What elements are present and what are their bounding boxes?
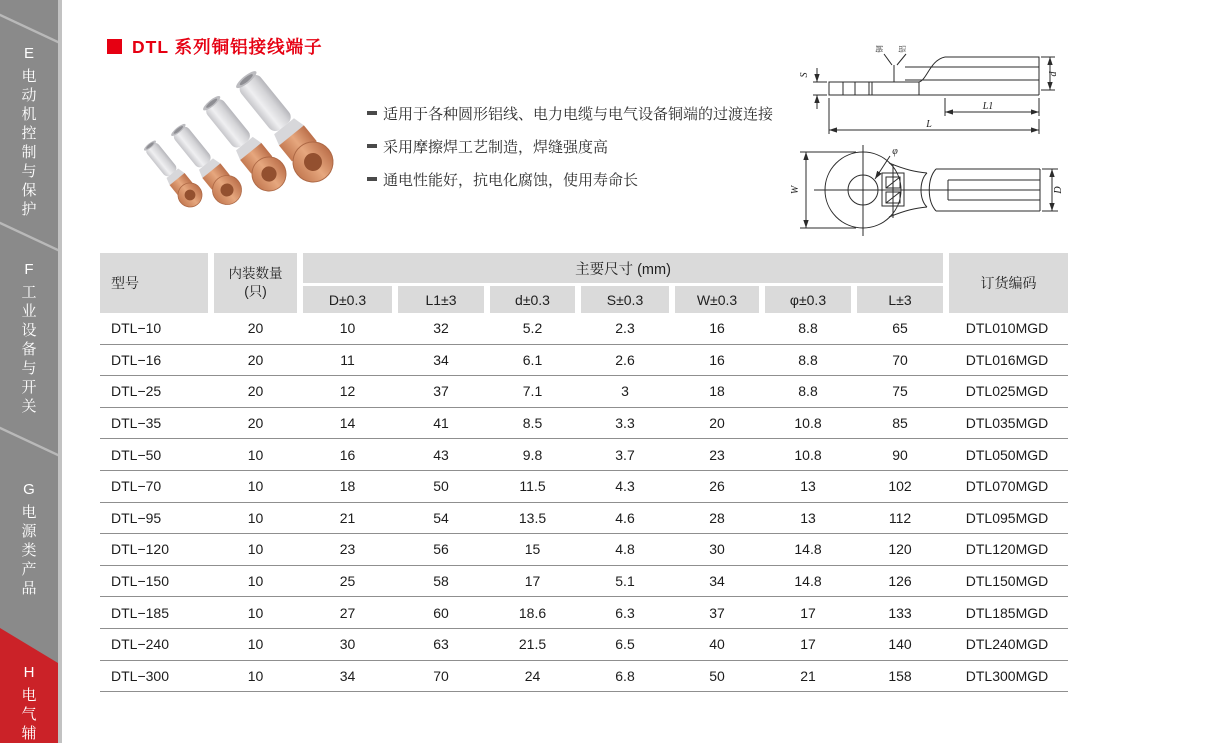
dim-W-cell: 18 <box>709 383 725 400</box>
col-header-qty-line2: (只) <box>244 284 267 299</box>
table-row <box>100 661 1068 693</box>
dim-d-cell: 17 <box>524 573 541 590</box>
dim-L1-cell: 37 <box>433 383 449 400</box>
col-header-model: 型号 <box>100 253 208 313</box>
feature-item <box>367 103 773 123</box>
dim-S-cell: 3.3 <box>615 415 635 432</box>
model-cell: DTL−95 <box>111 509 162 526</box>
dim-S-cell: 6.3 <box>615 604 635 621</box>
feature-text: 采用摩擦焊工艺制造，焊缝强度高 <box>383 138 609 156</box>
col-header-dim-S: S±0.3 <box>581 286 669 313</box>
dim-D-cell: 27 <box>339 604 356 621</box>
model-cell: DTL−10 <box>111 320 162 337</box>
qty-cell: 10 <box>247 667 264 684</box>
dim-d-cell: 5.2 <box>522 320 543 337</box>
dim-D-cell: 21 <box>339 509 356 526</box>
dim-L-cell: 112 <box>888 509 912 526</box>
qty-cell: 10 <box>247 509 264 526</box>
qty-cell: 10 <box>247 573 264 590</box>
order-code-cell: DTL095MGD <box>965 509 1049 526</box>
dim-label-l1: L1 <box>982 101 994 112</box>
qty-cell: 20 <box>247 320 264 337</box>
sidebar-section-letter: F <box>24 261 34 278</box>
dim-L-cell: 70 <box>892 351 908 368</box>
table-row <box>100 566 1068 598</box>
sidebar-section-letter: G <box>23 481 35 498</box>
dim-d-cell: 13.5 <box>518 509 547 526</box>
dim-d-cell: 6.1 <box>522 351 543 368</box>
qty-cell: 10 <box>247 604 264 621</box>
sidebar-section-letter: E <box>23 45 34 62</box>
top-view-lines <box>800 145 1058 236</box>
table-row <box>100 345 1068 377</box>
dim-L1-cell: 63 <box>433 636 449 653</box>
sidebar-section-label: 电源类产品 <box>21 504 37 597</box>
dim-D-cell: 11 <box>340 351 355 368</box>
sidebar-section-g <box>0 480 58 598</box>
model-cell: DTL−150 <box>111 573 169 590</box>
dim-S-cell: 3 <box>621 383 629 400</box>
dim-D-cell: 30 <box>339 636 356 653</box>
dim-phi-cell: 10.8 <box>794 415 822 432</box>
sidebar-section-label: 工业设备与开关 <box>21 284 37 415</box>
table-row <box>100 503 1068 535</box>
sidebar-section-e <box>0 44 58 219</box>
model-cell: DTL−35 <box>111 415 162 432</box>
model-cell: DTL−300 <box>111 667 169 684</box>
material-label-copper: 铜 <box>875 45 884 53</box>
table-body <box>100 313 1068 692</box>
dim-L1-cell: 32 <box>433 320 449 337</box>
dim-L-cell: 90 <box>892 446 908 463</box>
table-row <box>100 471 1068 503</box>
catalog-sidebar <box>0 0 62 743</box>
top-view-drawing <box>786 142 1068 257</box>
dim-D-cell: 25 <box>339 573 356 590</box>
dim-label-w: W <box>790 185 801 195</box>
qty-cell: 10 <box>247 478 264 495</box>
page-title-text: DTL 系列铜铝接线端子 <box>132 37 323 57</box>
feature-item <box>367 169 773 189</box>
dim-L-cell: 158 <box>888 667 912 684</box>
dim-S-cell: 6.8 <box>615 667 635 684</box>
dim-S-cell: 4.3 <box>615 478 635 495</box>
model-cell: DTL−50 <box>111 446 162 463</box>
dim-D-cell: 16 <box>339 446 356 463</box>
col-header-code: 订货编码 <box>949 253 1068 313</box>
qty-cell: 20 <box>247 415 264 432</box>
col-header-dim-L: L±3 <box>857 286 943 313</box>
dim-S-cell: 2.6 <box>615 351 635 368</box>
model-cell: DTL−16 <box>111 351 162 368</box>
dim-phi-cell: 17 <box>800 604 816 621</box>
dim-L1-cell: 34 <box>433 351 449 368</box>
dim-phi-cell: 10.8 <box>794 446 822 463</box>
dim-D-cell: 14 <box>339 415 356 432</box>
sidebar-section-f <box>0 260 58 416</box>
side-view-lines <box>813 54 1055 134</box>
dim-S-cell: 4.8 <box>615 541 635 558</box>
dim-phi-cell: 21 <box>800 667 816 684</box>
dim-phi-cell: 8.8 <box>798 351 818 368</box>
order-code-cell: DTL050MGD <box>965 446 1049 463</box>
dim-d-cell: 11.5 <box>519 478 546 495</box>
qty-cell: 10 <box>247 636 264 653</box>
qty-cell: 20 <box>247 351 264 368</box>
spec-table <box>100 253 1068 692</box>
dim-S-cell: 3.7 <box>615 446 635 463</box>
col-header-dim-D: D±0.3 <box>303 286 392 313</box>
dim-W-cell: 40 <box>709 636 725 653</box>
dim-phi-cell: 8.8 <box>798 383 818 400</box>
dim-W-cell: 16 <box>709 351 725 368</box>
order-code-cell: DTL300MGD <box>965 667 1049 684</box>
dim-W-cell: 30 <box>709 541 725 558</box>
dim-L1-cell: 50 <box>433 478 449 495</box>
order-code-cell: DTL185MGD <box>965 604 1049 621</box>
dim-W-cell: 26 <box>709 478 725 495</box>
col-header-qty-line1: 内装数量 <box>228 266 283 281</box>
dim-L1-cell: 70 <box>433 667 449 684</box>
dim-D-cell: 10 <box>339 320 356 337</box>
dim-phi-cell: 14.8 <box>794 541 822 558</box>
dim-D-cell: 23 <box>339 541 356 558</box>
feature-list <box>367 103 773 202</box>
dim-L-cell: 120 <box>888 541 912 558</box>
sidebar-section-label: 电动机控制与保护 <box>21 68 37 218</box>
feature-text: 适用于各种圆形铝线、电力电缆与电气设备铜端的过渡连接 <box>383 105 774 123</box>
product-photo <box>128 62 378 247</box>
dim-phi-cell: 8.8 <box>798 320 818 337</box>
table-header <box>100 253 1068 313</box>
dim-label-d: d <box>1048 71 1059 77</box>
sidebar-section-label: 电气辅 <box>21 687 37 742</box>
dim-L1-cell: 43 <box>433 446 449 463</box>
table-row <box>100 313 1068 345</box>
dim-label-d-outer: D <box>1053 186 1064 194</box>
col-header-dim-L1: L1±3 <box>398 286 484 313</box>
order-code-cell: DTL070MGD <box>965 478 1049 495</box>
dim-L-cell: 102 <box>888 478 912 495</box>
dim-D-cell: 34 <box>339 667 356 684</box>
dim-S-cell: 5.1 <box>615 573 635 590</box>
model-cell: DTL−70 <box>111 478 162 495</box>
bullet-dash-icon <box>367 144 377 148</box>
qty-cell: 10 <box>247 541 264 558</box>
model-cell: DTL−240 <box>111 636 169 653</box>
dim-L-cell: 65 <box>892 320 908 337</box>
dim-label-l: L <box>926 119 932 130</box>
table-row <box>100 629 1068 661</box>
dim-L1-cell: 58 <box>433 573 449 590</box>
dim-d-cell: 24 <box>524 667 541 684</box>
col-header-dim-d: d±0.3 <box>490 286 575 313</box>
table-row <box>100 439 1068 471</box>
sidebar-section-h <box>0 663 58 743</box>
col-header-dims-group: 主要尺寸 (mm) <box>303 253 943 283</box>
dim-W-cell: 16 <box>709 320 725 337</box>
bullet-dash-icon <box>367 177 377 181</box>
dim-d-cell: 9.8 <box>522 446 543 463</box>
dim-D-cell: 12 <box>339 383 356 400</box>
col-header-dim-phi: φ±0.3 <box>765 286 851 313</box>
table-row <box>100 408 1068 440</box>
table-row <box>100 376 1068 408</box>
order-code-cell: DTL035MGD <box>965 415 1049 432</box>
dim-phi-cell: 14.8 <box>794 573 822 590</box>
dim-d-cell: 8.5 <box>522 415 543 432</box>
qty-cell: 20 <box>247 383 264 400</box>
order-code-cell: DTL150MGD <box>965 573 1049 590</box>
model-cell: DTL−120 <box>111 541 169 558</box>
col-header-qty <box>214 253 297 313</box>
dim-D-cell: 18 <box>339 478 356 495</box>
dim-phi-cell: 17 <box>800 636 816 653</box>
dim-S-cell: 6.5 <box>615 636 635 653</box>
dim-L1-cell: 54 <box>433 509 449 526</box>
dim-d-cell: 15 <box>524 541 541 558</box>
table-row <box>100 597 1068 629</box>
dim-d-cell: 7.1 <box>522 383 543 400</box>
order-code-cell: DTL240MGD <box>965 636 1049 653</box>
side-view-drawing <box>793 36 1061 142</box>
order-code-cell: DTL016MGD <box>965 351 1049 368</box>
dim-W-cell: 28 <box>709 509 725 526</box>
dim-S-cell: 2.3 <box>615 320 635 337</box>
feature-item <box>367 136 773 156</box>
model-cell: DTL−185 <box>111 604 169 621</box>
dim-L-cell: 126 <box>888 573 912 590</box>
dim-phi-cell: 13 <box>800 509 816 526</box>
dim-W-cell: 37 <box>709 604 725 621</box>
dim-S-cell: 4.6 <box>615 509 635 526</box>
order-code-cell: DTL120MGD <box>965 541 1049 558</box>
dim-W-cell: 23 <box>709 446 725 463</box>
dim-d-cell: 21.5 <box>518 636 547 653</box>
dim-phi-cell: 13 <box>800 478 816 495</box>
dim-L-cell: 75 <box>892 383 908 400</box>
bullet-dash-icon <box>367 111 377 115</box>
title-bullet-square-icon <box>107 39 122 54</box>
sidebar-section-letter: H <box>23 664 35 681</box>
dim-L1-cell: 41 <box>433 415 449 432</box>
page-title <box>107 34 323 59</box>
table-row <box>100 534 1068 566</box>
dim-W-cell: 34 <box>709 573 725 590</box>
dim-L-cell: 133 <box>888 604 912 621</box>
feature-text: 通电性能好，抗电化腐蚀，使用寿命长 <box>383 171 639 189</box>
dim-label-s: S <box>799 72 810 78</box>
order-code-cell: DTL025MGD <box>965 383 1049 400</box>
dim-L1-cell: 60 <box>433 604 449 621</box>
model-cell: DTL−25 <box>111 383 162 400</box>
dim-label-phi: φ <box>892 146 898 157</box>
material-label-aluminum: 铝 <box>898 45 907 53</box>
col-header-dim-W: W±0.3 <box>675 286 759 313</box>
dim-d-cell: 18.6 <box>518 604 547 621</box>
dim-W-cell: 50 <box>709 667 725 684</box>
dim-W-cell: 20 <box>709 415 725 432</box>
order-code-cell: DTL010MGD <box>965 320 1049 337</box>
dim-L1-cell: 56 <box>433 541 449 558</box>
dim-L-cell: 85 <box>892 415 908 432</box>
qty-cell: 10 <box>247 446 264 463</box>
dim-L-cell: 140 <box>888 636 912 653</box>
